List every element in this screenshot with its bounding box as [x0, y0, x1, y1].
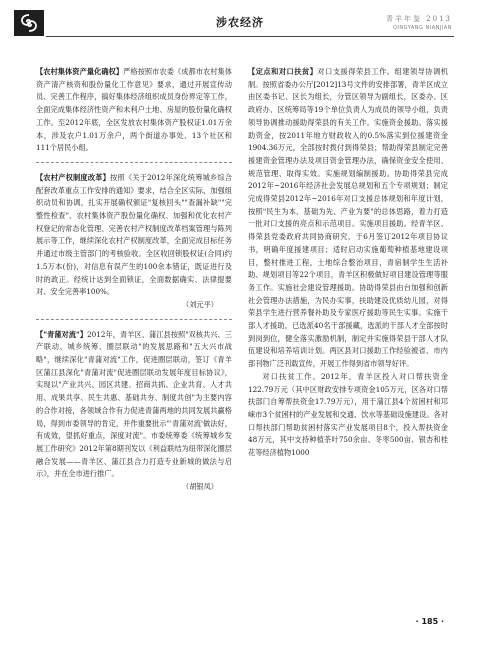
article-tag: 【"青蒲对流"】	[36, 329, 88, 339]
article-body: 按照《关于2012年深化统筹城乡综合配套改革重点工作安排的通知》要求，结合全区实际，加强组织动员和协调，扎实开展确权颁证"复核回头""查漏补缺""完整性检查"、农村集体资产股份量化确权、加强和优化农村产权登记的常态化管理、完善农村产权制度改革档案管理与陈列展示等工作，继续深化农村产权制度改革，全面完成目标任务并通过市级主管部门的考核验收。全区收回锁股权证(合同)约1.5万本(份)，对信息有误产生的100余本错证，既证进行及时的政正。经统计达到全面锁证，全面数据确实、法律提要对、安全完善率100%。	[36, 172, 232, 297]
article-paragraph: 对口扶贫工作。2012年，青羊区投入对口帮扶资金122.79万元（其中区财政安排专项资金105万元，区各对口帮扶部门自筹帮扶资金17.79万元），用于蒲江县4个贫困村和邛崃市3个贫困村的产业发展和交通、饮水等基础设施建设。各对口帮扶部门帮助贫困村落实产业发展项目8个，投入帮扶资金48万元，其中支持种植茶叶750余亩、冬枣500亩、银杏和桂花等经济植物1000	[248, 371, 448, 458]
article-author: （胡银凤）	[182, 482, 218, 492]
article-tag: 【定点和对口扶贫】	[248, 67, 318, 76]
article-body: 2012年，青羊区、蒲江县按照"双核共兴、三产联动、城乡统筹、圈层联动"的发展思路和"五大兴市战略"，继续深化"青蒲对流"工作，促进圈层联动，签订《青羊区蒲江县深化"青蒲对流"促进圈层联动发展年度目标协议》，实现以"产业共兴、园区共建、招商共抓、企业共育、人才共用、成果共享、民生共惠、基础共夯、制度共创"为主要内容的合作对接，各领域合作有力促进青蒲两地的共同发展共赢格局，得到市委领导的肯定，并作重要批示"'青蒲对流'做法好，有成效，望抓好重点，深度对流"。市委统筹委《统筹城乡发展工作研究》2012年第8期刊发以《利益联结为纽带深化圈层融合发展——青羊区、蒲江县合力打造专业新城的做法与启示》，并在全市进行推广。	[36, 329, 232, 479]
right-column	[248, 66, 448, 460]
article-poverty-aid	[248, 66, 448, 371]
article-divider	[36, 162, 232, 163]
yearbook-title-en: QINGYANG NIANJIAN	[392, 25, 452, 31]
section-header-title: 涉农经济	[216, 16, 264, 29]
article-collective-assets	[36, 66, 232, 155]
yearbook-title-cn: 青羊年鉴 2013	[385, 15, 452, 23]
article-body: 严格按照市农委《成都市农村集体资产清产核资和股份量化工作意见》要求，通过开展宣传动员、完善工作程序，搞好集体经济组织成员身份界定等工作，全面完成集体经济性资产和未利户土地、房屋的股份量化确权工作。至2012年底，全区发放农村集体资产股权证1.01万余本，涉及农户1.01万余户，两个街道办事处、13个社区和111个居民小组。	[36, 67, 232, 153]
article-property-reform	[36, 172, 232, 299]
left-column	[36, 66, 232, 494]
article-qingpu-exchange	[36, 329, 232, 481]
article-author: （刘元平）	[182, 299, 218, 309]
article-divider	[36, 319, 232, 320]
article-body: 对口支援得荣县工作。组建领导协调机制。按照省委办公厅[2012]13号文件的安排部署，青羊区成立由区委书记、区长为组长，分管区领导为副组长，区委办、区政府办、区统筹局等19个单位负责人为成员的领导小组，负责领导协调推动援助得荣县的有关工作。实施资金援助。落实援助资金，按2011年地方财政收入的0.5%落实到位援建资金1904.36万元，全部按时拨付到得荣县；帮助得荣县制定完善援建资金管理办法及项目资金管理办法，确保资金安全使用、规范管理、取得实效。实施规划编制援助。协助得荣县完成2012年~2016年经济社会发展总规划和五个专项规划；制定完成得荣县2012年~2016年对口支援总体规划和年度计划，按照"民生为本、基础为先、产业为要"的总体思路，着力打造一批对口支援的亮点和示范项目。实施项目援助。经青羊区、得荣县党委政府共同协商研究，于6月签订2012年项目协议书，明确年度援建项目；适时启动实施葡萄种植基地建设项目，整村推进工程，土地综合整治项目，青宿制学生生活补助、规划项目等22个项目，青羊区积极做好项目建设管理等服务工作。实施社会建设管理援助。协助得荣县由台加强和创新社会管理办法措施，为民办实事，扶助建设优质幼儿园，对得荣县学生进行营养餐补助及专家医疗援助等民生实事。实施干部人才援助。已选派40名干部援藏，选派的干部人才全部按时到岗到位，健全落实激励机制，制定并实施得荣县干部人才队伍建设和培养培训计划。两区县对口援助工作经验被省、市内部刊物广泛刊载宣传，开展工作得到省市领导好评。	[248, 67, 448, 369]
page-number: · 185 ·	[415, 617, 444, 626]
article-tag: 【农村产权制度改革】	[36, 172, 111, 182]
header-divider	[46, 36, 454, 37]
yearbook-label	[386, 14, 452, 31]
article-tag: 【农村集体资产量化确权】	[36, 67, 124, 76]
